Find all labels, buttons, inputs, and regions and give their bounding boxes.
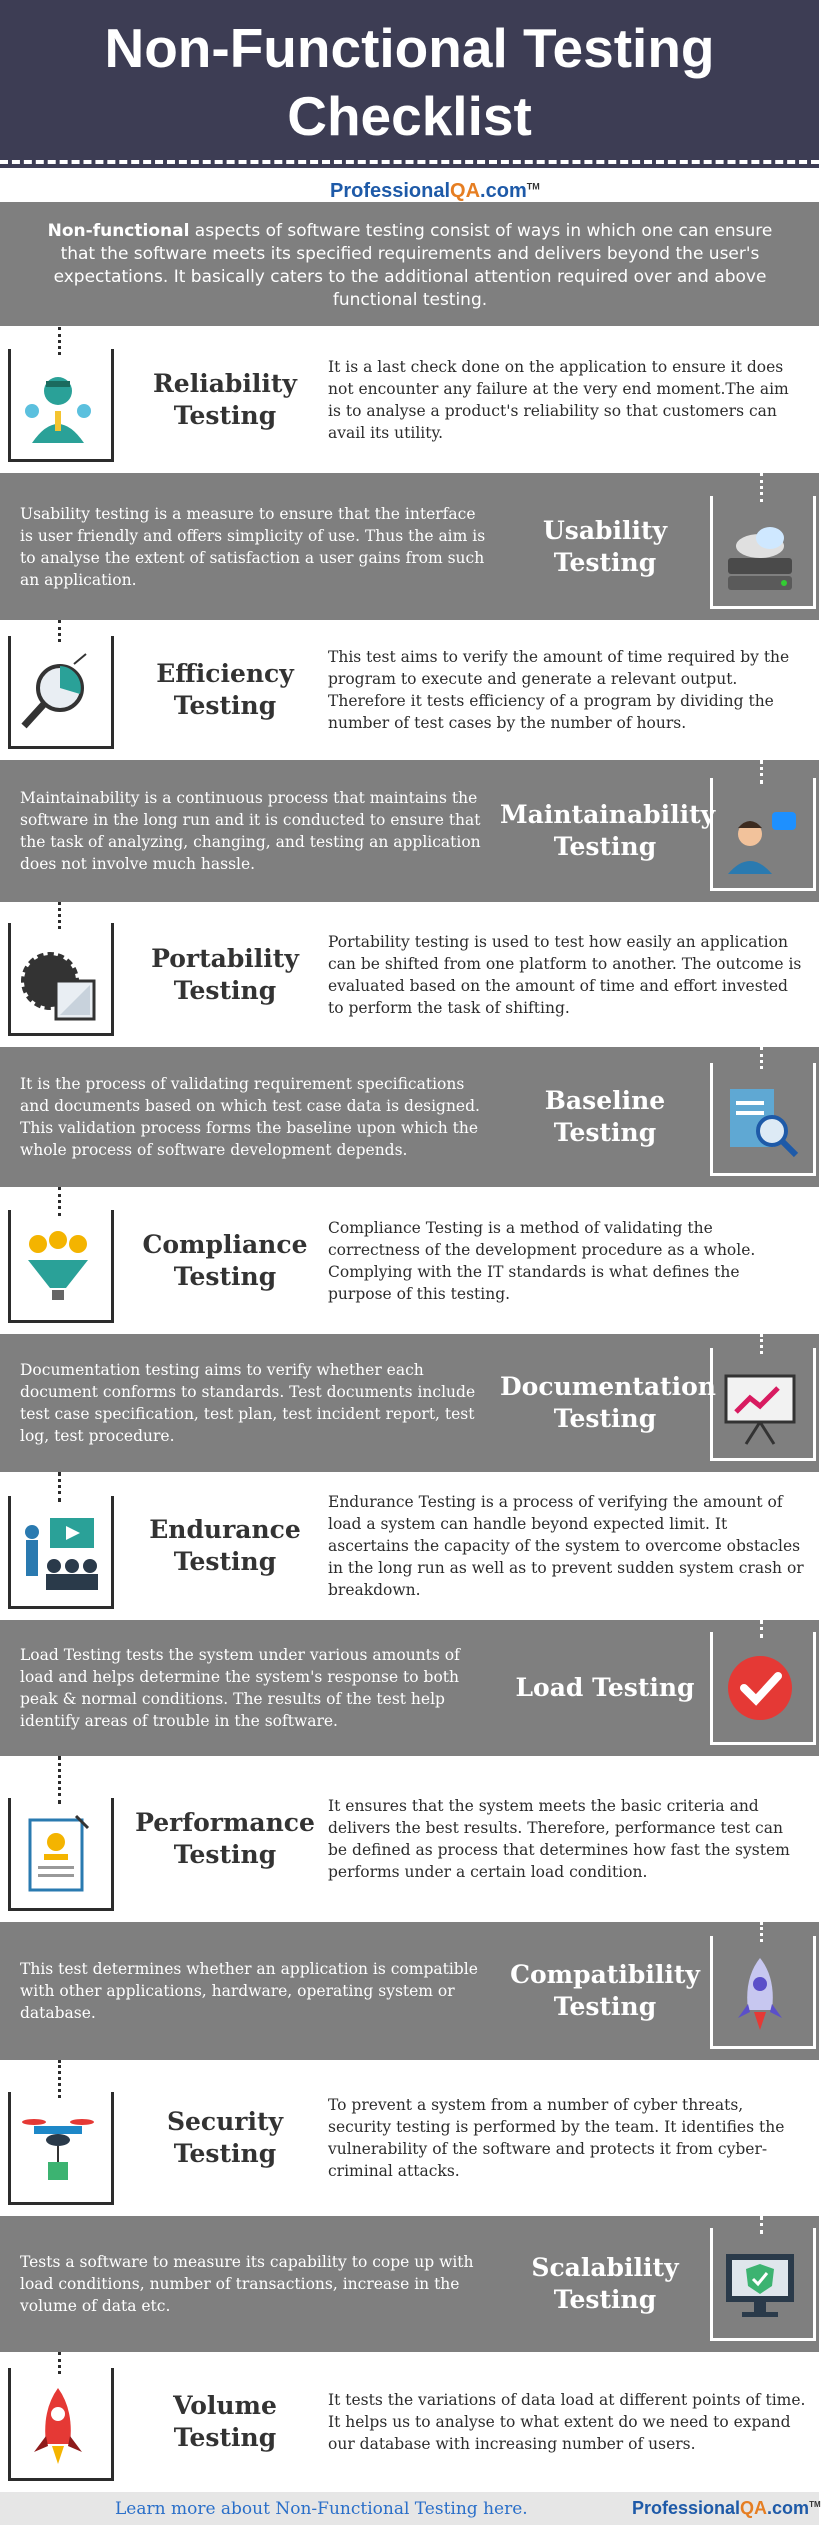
section-title [120, 658, 330, 722]
section-title-line-2: Testing [553, 547, 657, 577]
section-title-line-1: Compliance [142, 1229, 308, 1259]
section-title-line-1: Performance [135, 1808, 315, 1837]
section-title [120, 943, 330, 1007]
section-compatibility-testing [0, 1922, 819, 2060]
section-description: Compliance Testing is a method of validating the correctness of the development procedure as a whole. Complying with the IT standards is what defines the purpose of this testing. [328, 1218, 756, 1303]
section-title-line-1: Portability [151, 943, 299, 973]
person-chat-icon [716, 790, 804, 878]
presenter-audience-icon [14, 1508, 102, 1596]
section-description: It ensures that the system meets the basic criteria and delivers the best results. Therefore, performance test can be defined as process that determines how fast the system performs under a certain load condition. [328, 1797, 790, 1881]
rocket-icon [716, 1948, 804, 2036]
section-efficiency-testing [0, 620, 819, 760]
section-title-line-2: Testing [173, 1261, 277, 1291]
section-title [500, 1672, 710, 1704]
section-portability-testing [0, 902, 819, 1047]
section-title [500, 1085, 710, 1149]
section-title-line-1: Reliability [153, 369, 297, 398]
magnifier-chart-icon [14, 648, 102, 736]
section-reliability-testing [0, 327, 819, 473]
section-description: Tests a software to measure its capability to cope up with load conditions, number of transactions, increase in the volume of data etc. [20, 2253, 474, 2315]
section-title [500, 799, 716, 863]
intro-bold: Non-functional [47, 221, 190, 241]
section-title-line-2: Testing [173, 1840, 277, 1869]
section-title-line-2: Testing [173, 691, 277, 720]
footer-logo: ProfessionalQA.com™ [632, 2498, 821, 2518]
section-description: Endurance Testing is a process of verifying the amount of load a system can handle beyond expected limit. It ascertains the capacity of the system to overcome obstacles in the long run as well as to prevent sudden system crash or breakdown. [328, 1493, 804, 1599]
section-title-line-1: Maintainability [500, 800, 716, 829]
section-title-line-1: Compatibility [510, 1960, 700, 1989]
section-title [120, 1514, 330, 1578]
section-description: Documentation testing aims to verify whether each document conforms to standards. Test documents include test case specification, test plan, test incident report, test log, test procedure. [20, 1361, 476, 1445]
section-description: It is the process of validating requirement specifications and documents based on which test case data is designed. This validation process forms the baseline upon which the whole process of software development depends. [20, 1075, 480, 1159]
section-title [500, 2252, 710, 2316]
check-circle-icon [716, 1644, 804, 1732]
section-title-line-2: Testing [173, 1547, 277, 1576]
section-title-line-1: Scalability [531, 2253, 679, 2282]
section-description: This test determines whether an application is compatible with other applications, hardware, operating system or database. [20, 1960, 478, 2022]
section-title-line-2: Testing [553, 2285, 657, 2314]
section-maintainability-testing [0, 760, 819, 902]
section-title-line-1: Documentation [500, 1372, 716, 1401]
section-description: Portability testing is used to test how easily an application can be shifted from one platform to another. The outcome is evaluated based on the amount of time and effort invested to perform the task of shifting. [328, 932, 802, 1017]
hanging-line [58, 1756, 61, 1804]
page-title [0, 14, 819, 150]
section-title-line-1: Efficiency [156, 659, 294, 688]
section-title-line-1: Load Testing [515, 1673, 695, 1702]
dashed-divider [0, 160, 819, 164]
section-description: It tests the variations of data load at different points of time. It helps us to analyse to what extent do we need to expand our database with increasing number of users. [328, 2391, 806, 2453]
section-baseline-testing [0, 1047, 819, 1187]
drone-package-icon [14, 2104, 102, 2192]
section-title [120, 1807, 330, 1871]
resume-document-icon [14, 1810, 102, 1898]
title-line-1: Non-Functional Testing [104, 17, 715, 79]
section-title-line-1: Endurance [149, 1515, 301, 1544]
brand-logo: ProfessionalQA.com™ [330, 180, 540, 202]
section-endurance-testing [0, 1472, 819, 1620]
bulbs-funnel-icon [14, 1222, 102, 1310]
section-title-line-2: Testing [553, 832, 657, 861]
section-compliance-testing [0, 1187, 819, 1334]
section-title [120, 2390, 330, 2454]
title-line-2: Checklist [287, 85, 532, 147]
header-banner [0, 0, 819, 168]
section-title-line-2: Testing [173, 975, 277, 1005]
section-title-line-2: Testing [173, 2423, 277, 2452]
section-title-line-1: Volume [173, 2391, 277, 2420]
section-description: It is a last check done on the application to ensure it does not encounter any failure at the very end moment.The aim is to analyse a product's reliability so that customers can avail its utility. [328, 358, 789, 442]
gear-square-icon [14, 935, 102, 1023]
section-description: Usability testing is a measure to ensure that the interface is user friendly and offers simplicity of use. Thus the aim is to analyse the extent of satisfaction a user gains from such an application. [20, 504, 486, 589]
section-description: This test aims to verify the amount of time required by the program to execute and generate a relevant output. Therefore it tests efficiency of a program by dividing the number of test cases by the number of hours. [328, 648, 790, 732]
shield-monitor-icon [716, 2240, 804, 2328]
section-title [500, 1371, 716, 1435]
intro-text [40, 220, 780, 312]
section-title-line-2: Testing [553, 1404, 657, 1433]
section-description: Maintainability is a continuous process that maintains the software in the long run and it is conducted to ensure that the task of analyzing, changing, and testing an application does not involve much hassle. [20, 789, 481, 873]
section-title-line-1: Baseline [544, 1086, 666, 1115]
section-title-line-2: Testing [173, 2139, 277, 2168]
section-load-testing [0, 1620, 819, 1756]
section-title [120, 2106, 330, 2170]
footer-learn-more-link[interactable]: Learn more about Non-Functional Testing here. [115, 2499, 528, 2519]
section-scalability-testing [0, 2216, 819, 2352]
footer-bar [0, 2492, 819, 2525]
section-volume-testing [0, 2352, 819, 2492]
section-title [120, 1229, 330, 1293]
section-title-line-2: Testing [553, 1992, 657, 2021]
section-description: Load Testing tests the system under various amounts of load and helps determine the system's response to both peak & normal conditions. The results of the test help identify areas of trouble in the software. [20, 1646, 460, 1730]
worker-icon [14, 361, 102, 449]
section-title-line-1: Usability [542, 515, 668, 545]
cloud-server-icon [716, 508, 804, 596]
intro-body: aspects of software testing consist of ways in which one can ensure that the software meets its specified requirements and delivers beyond the user's expectations. It basically caters to the additional attention required over and above functional testing. [53, 221, 773, 310]
section-usability-testing [0, 473, 819, 620]
rocket-launch-icon [14, 2380, 102, 2468]
section-performance-testing [0, 1756, 819, 1922]
section-title-line-2: Testing [173, 401, 277, 430]
presentation-board-icon [716, 1360, 804, 1448]
section-title [500, 515, 710, 579]
intro-band [0, 202, 819, 326]
section-title-line-1: Security [166, 2107, 284, 2136]
section-description: To prevent a system from a number of cyber threats, security testing is performed by the team. It identifies the vulnerability of the software and protects it from cyber-criminal attacks. [328, 2096, 785, 2180]
section-security-testing [0, 2060, 819, 2216]
section-title [500, 1959, 710, 2023]
section-title [120, 368, 330, 432]
section-documentation-testing [0, 1334, 819, 1472]
document-search-icon [716, 1075, 804, 1163]
section-title-line-2: Testing [553, 1118, 657, 1147]
